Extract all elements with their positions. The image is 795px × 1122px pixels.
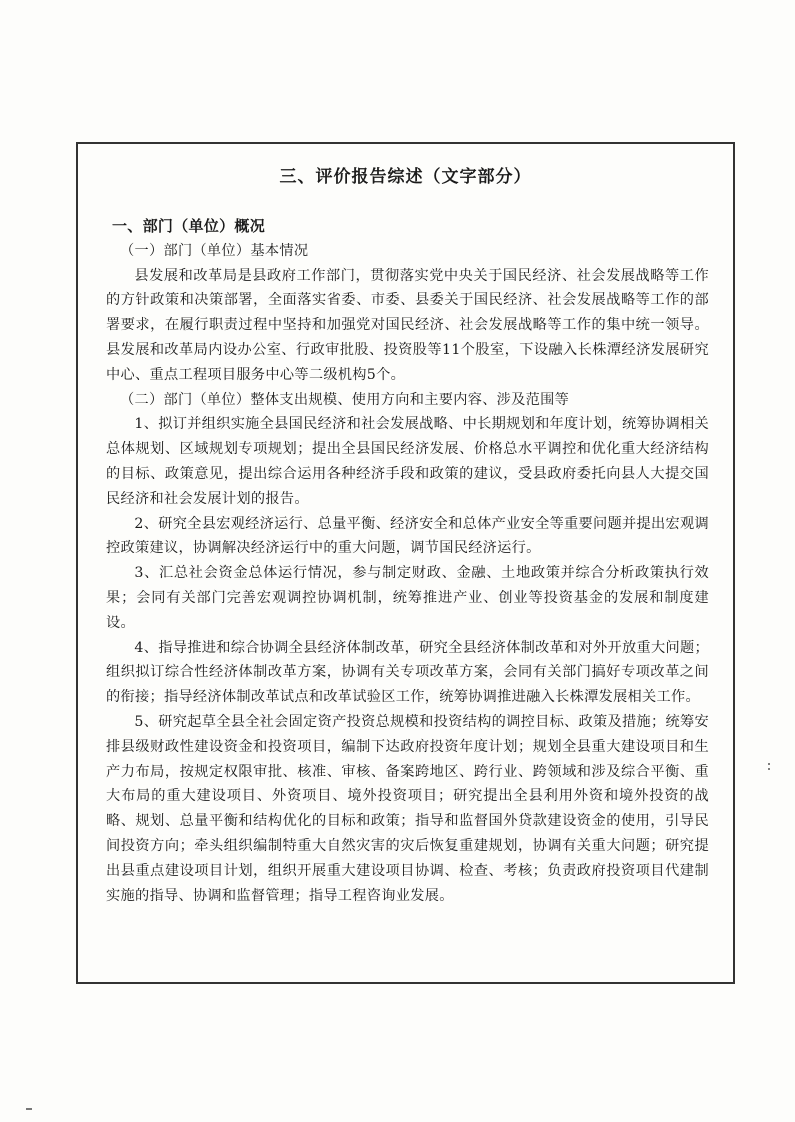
report-body [106, 214, 709, 908]
duty-item-4: 4、指导推进和综合协调全县经济体制改革，研究全县经济体制改革和对外开放重大问题；组织拟订综合性经济体制改革方案，协调有关专项改革方案，会同有关部门搞好专项改革之间的衔接；指导经济体制改革试点和改革试验区工作，统筹协调推进融入长株潭发展相关工作。 [106, 639, 709, 706]
scan-edge-mark [26, 1108, 32, 1110]
subheading-expenditure-scope: （二）部门（单位）整体支出规模、使用方向和主要内容、涉及范围等 [120, 391, 570, 408]
duty-item-2: 2、研究全县宏观经济运行、总量平衡、经济安全和总体产业安全等重要问题并提出宏观调控政策建议，协调解决经济运行中的重大问题，调节国民经济运行。 [106, 515, 709, 557]
duty-item-3: 3、汇总社会资金总体运行情况，参与制定财政、金融、土地政策并综合分析政策执行效果；会同有关部门完善宏观调控协调机制，统筹推进产业、创业等投资基金的发展和制度建设。 [106, 565, 709, 631]
duty-item-1: 1、拟订并组织实施全县国民经济和社会发展战略、中长期规划和年度计划，统筹协调相关总体规划、区域规划专项规划；提出全县国民经济发展、价格总水平调控和优化重大经济结构的目标、政策意见，提出综合运用各种经济手段和政策的建议，受县政府委托向县人大提交国民经济和社会发展计划的报告。 [106, 416, 709, 507]
subheading-basic-info: （一）部门（单位）基本情况 [120, 242, 309, 259]
section-heading-dept-overview: 一、部门（单位）概况 [112, 217, 266, 235]
report-title: 三、评价报告综述（文字部分） [279, 167, 532, 187]
scan-speck [768, 768, 770, 770]
scan-speck [768, 763, 770, 765]
report-table-frame [76, 142, 735, 984]
duty-item-5: 5、研究起草全县全社会固定资产投资总规模和投资结构的调控目标、政策及措施；统筹安排县级财政性建设资金和投资项目，编制下达政府投资年度计划；规划全县重大建设项目和生产力布局，按规定权限审批、核准、审核、备案跨地区、跨行业、跨领域和涉及综合平衡、重大布局的重大建设项目、外资项目、境外投资项目；研究提出全县利用外资和境外投资的战略、规划、总量平衡和结构优化的目标和政策；指导和监督国外贷款建设资金的使用，引导民间投资方向；牵头组织编制特重大自然灾害的灾后恢复重建规划，协调有关重大问题；研究提出县重点建设项目计划，组织开展重大建设项目协调、检查、考核；负责政府投资项目代建制实施的指导、协调和监督管理；指导工程咨询业发展。 [106, 713, 709, 904]
paragraph-basic-info: 县发展和改革局是县政府工作部门，贯彻落实党中央关于国民经济、社会发展战略等工作的方针政策和决策部署，全面落实省委、市委、县委关于国民经济、社会发展战略等工作的部署要求，在履行职责过程中坚持和加强党对国民经济、社会发展战略等工作的集中统一领导。县发展和改革局内设办公室、行政审批股、投资股等11个股室，下设融入长株潭经济发展研究中心、重点工程项目服务中心等二级机构5个。 [106, 267, 709, 383]
